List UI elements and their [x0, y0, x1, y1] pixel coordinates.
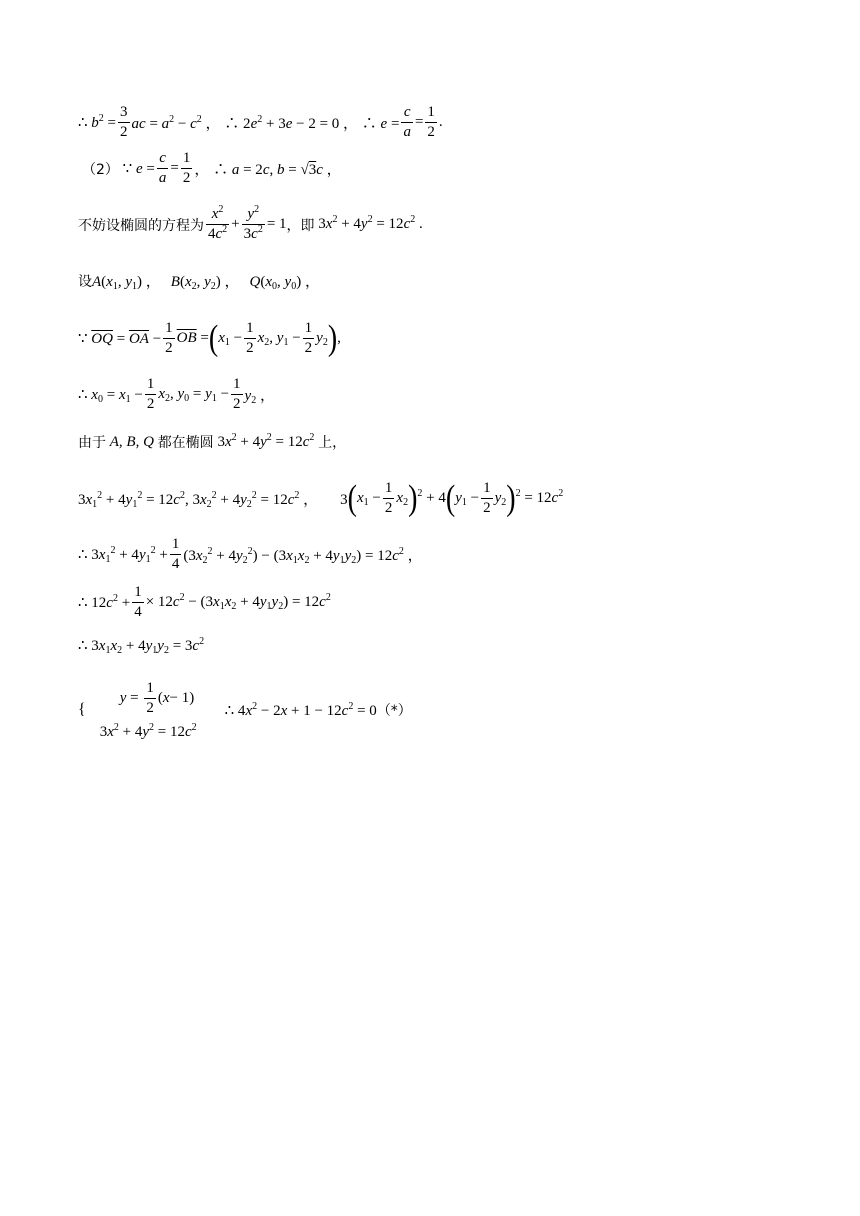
- line-4-text: 设: [78, 273, 92, 290]
- line-8: $3x_1^2 + 4y_1^2 = 12c^2$, $3x_2^2 + 4y_2^2 = 12c^2$ ， 3 ( $x_1$ − $\frac{1}{2}$ $x_2$ ) $^2$ + 4 ( $y_1$ − $\frac{1}{2}$ $y_2$ ) $^2 = 12c^2$: [78, 477, 564, 519]
- line-12: { y = $\frac{1}{2}$ ( x − 1) $3x^2 + 4y^2 = 12c^2$ ∴ $4x^2 - 2x + 1 - 12c^2 = 0$ （*）: [78, 680, 412, 740]
- line-7: 由于 A, B, Q 都在椭圆 $3x^2 + 4y^2 = 12c^2$ 上，: [78, 431, 347, 451]
- line-3-text: 不妨设椭圆的方程为: [78, 217, 204, 234]
- equation-star: （*）: [376, 703, 412, 720]
- line-3: 不妨设椭圆的方程为 $\frac{x^2}{4c^2}$ + $\frac{y^2}{3c^2}$ = 1 ，即 $3x^2 + 4y^2 = 12c^2$ .: [78, 204, 423, 243]
- line-7-text3: 上，: [318, 435, 347, 451]
- line-10: ∴ $12c^2$ + $\frac{1}{4}$ × $12c^2 - (3x_1x_2 + 4y_1y_2) = 12c^2$: [78, 584, 331, 621]
- line-5: ∵ $\overline{OQ} = \overline{OA}$ − $\frac{1}{2}$ $\overline{OB}$ = ( $x_1$ − $\frac{1}{2}$ $x_2$, $y_1$ − $\frac{1}{2}$ $y_2$ ) ,: [78, 317, 341, 359]
- line-2: （2） ∵ e = $\frac{c}{a}$ = $\frac{1}{2}$ ， ∴ a = 2c, b = √3c ，: [82, 150, 342, 187]
- line-7-text2: 都在椭圆: [157, 435, 214, 451]
- line-9: ∴ $3x_1^2 + 4y_1^2$ + $\frac{1}{4}$ $(3x_2^2 + 4y_2^2) - (3x_1x_2 + 4y_1y_2) = 12c^2$ ，: [78, 536, 423, 573]
- line-3-mid: ，即: [286, 217, 315, 234]
- line-4: 设 $A(x_1$, $y_1$) ， $B(x_2$, $y_2$) ， $Q(x_0$, $y_0$) ，: [78, 270, 320, 291]
- line-11: ∴ $3x_1x_2 + 4y_1y_2 = 3c^2$: [78, 636, 205, 656]
- line-1: ∴ $b^2$ = $\frac{3}{2}$ ac = $a^2 - c^2$ ， ∴ $2e^2 + 3e - 2 = 0$ ， ∴ e = $\frac{c}{a}$ = $\frac{1}{2}$ .: [78, 104, 443, 141]
- part-label: （2）: [82, 161, 119, 178]
- line-6: ∴ $x_0 = x_1$ − $\frac{1}{2}$ $x_2$, $y_0 = y_1$ − $\frac{1}{2}$ $y_2$ ，: [78, 376, 275, 413]
- line-7-text: 由于: [78, 435, 106, 451]
